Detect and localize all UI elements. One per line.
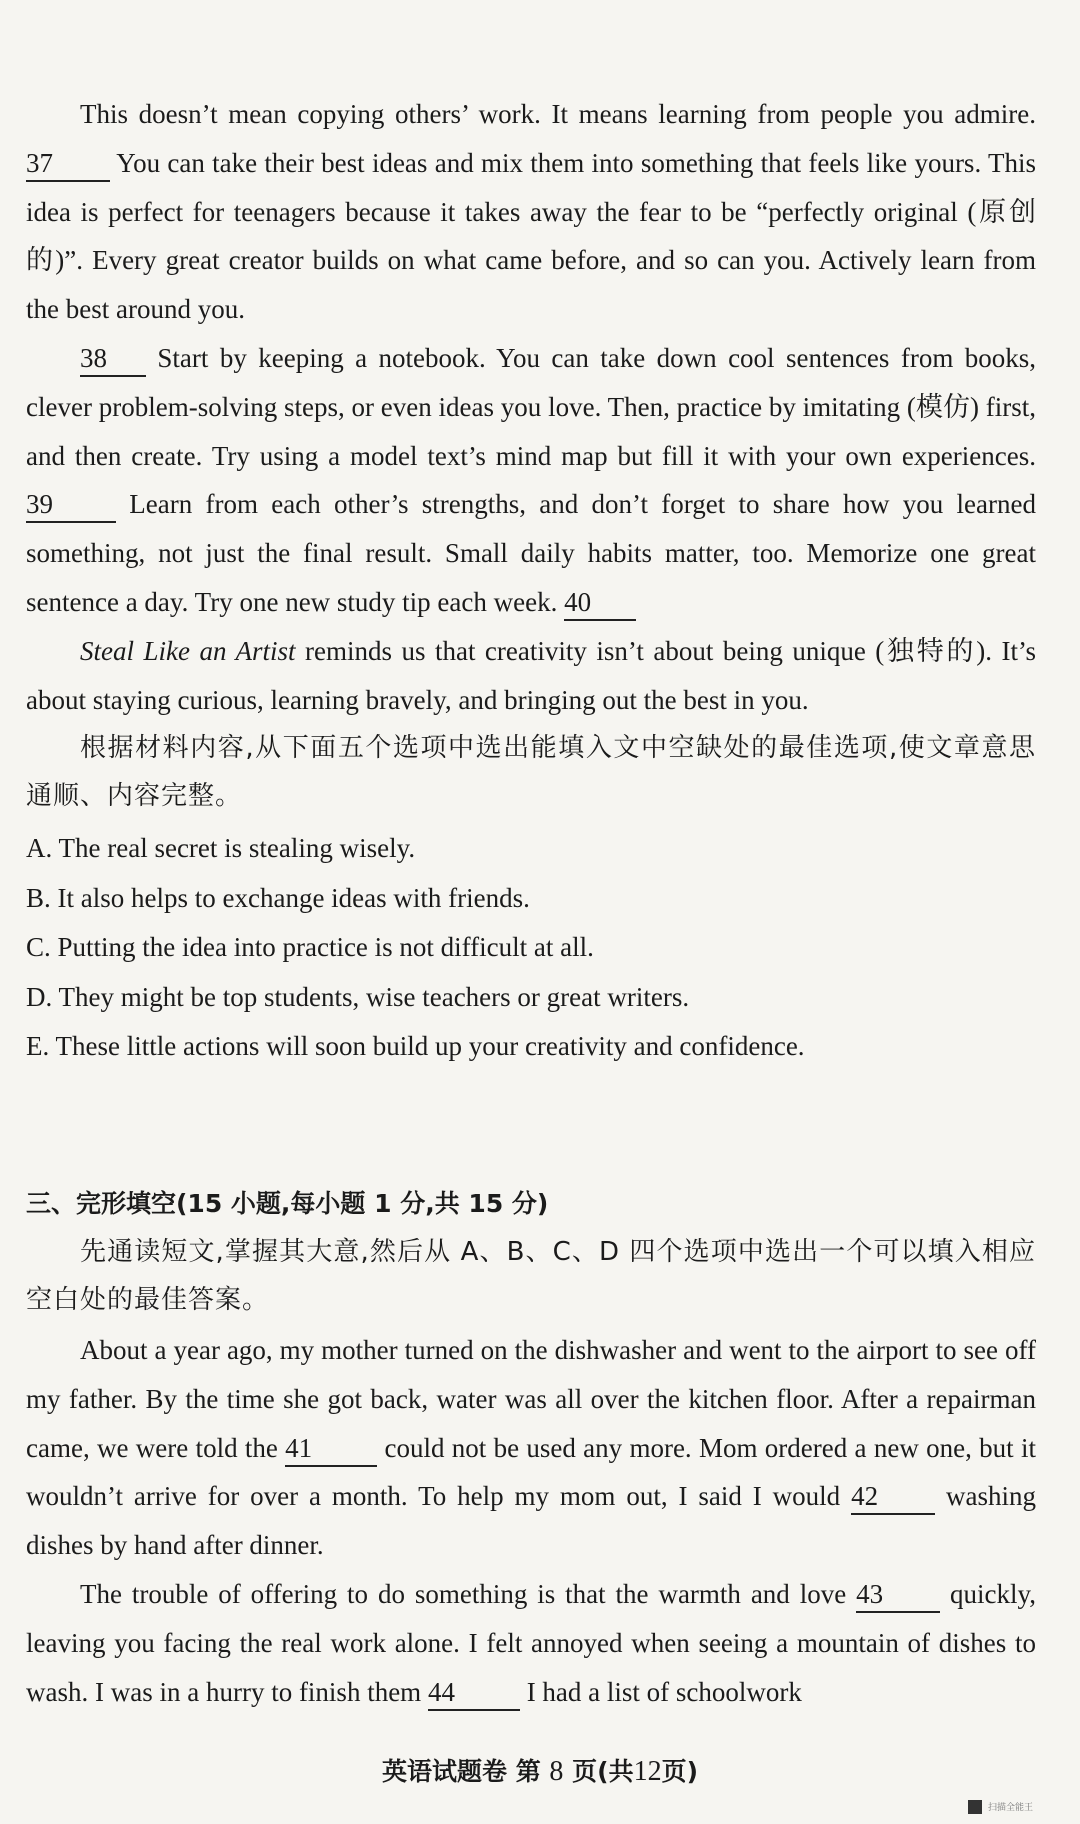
blank-44: 44 [428,1675,520,1711]
option-c: C. Putting the idea into practice is not difficult at all. [26,932,594,963]
passage-reading [26,90,1036,1072]
cloze-paragraph-1: About a year ago, my mother turned on the dishwasher and went to the airport to see off my father. By the time she got back, water was all over the kitchen floor. After a repairman came, we were told the 41 could not be used any more. Mom ordered a new one, but it wouldn’t arrive for over a month. To help my mom out, I said I would 42 washing dishes by hand after dinner. [26,1335,1036,1561]
paragraph-2: 38 Start by keeping a notebook. You can take down cool sentences from books, clever problem-solving steps, or even ideas you love. Then, practice by imitating (模仿) first, and then create. Try using a model text’s mind map but fill it with your own experiences. 39 Learn from each other’s strengths, and don’t forget to share how you learned something, not just the final result. Small daily habits matter, too. Memorize one great sentence a day. Try one new study tip each week. 40 [26,334,1036,627]
blank-40: 40 [564,585,636,621]
blank-41: 41 [285,1431,377,1467]
paragraph-1: This doesn’t mean copying others’ work. It means learning from people you admire. 37 You can take their best ideas and mix them into something that feels like yours. This idea is perfect for teenagers because it takes away the fear to be “perfectly original (原创的)”. Every great creator builds on what came before, and so can you. Actively learn from the best around you. [26,99,1036,325]
paragraph-3: Steal Like an Artist reminds us that creativity isn’t about being unique (独特的). It’s about staying curious, learning bravely, and bringing out the best in you. [26,635,1037,715]
option-a: A. The real secret is stealing wisely. [26,833,416,864]
page-total: 12 [633,1756,662,1787]
blank-42: 42 [851,1479,935,1515]
page-number: 8 [549,1756,564,1787]
book-title: Steal Like an Artist [80,635,296,666]
section-title: 三、完形填空(15 小题,每小题 1 分,共 15 分) [26,1189,549,1218]
cloze-instruction: 先通读短文,掌握其大意,然后从 A、B、C、D 四个选项中选出一个可以填入相应空白处的最佳答案。 [26,1237,1036,1315]
scanner-watermark: 扫描全能王 [988,1802,1034,1812]
qr-code-icon [968,1800,982,1814]
blank-43: 43 [856,1577,940,1613]
blank-38: 38 [80,341,146,377]
cloze-paragraph-2: The trouble of offering to do something is that the warmth and love 43 quickly, leaving you facing the real work alone. I felt annoyed when seeing a mountain of dishes to wash. I was in a hurry to finish them 44 I had a list of schoolwork [26,1570,1036,1716]
option-d: D. They might be top students, wise teachers or great writers. [26,981,690,1012]
section-cloze [26,1180,1036,1716]
blank-37: 37 [26,146,110,182]
option-b: B. It also helps to exchange ideas with friends. [26,882,530,913]
blank-39: 39 [26,487,116,523]
page-footer: 英语试题卷 第 8 页(共12页) [381,1756,699,1787]
option-e: E. These little actions will soon build up your creativity and confidence. [26,1031,805,1062]
task-instruction: 根据材料内容,从下面五个选项中选出能填入文中空缺处的最佳选项,使文章意思通顺、内容完整。 [26,733,1036,812]
options-list [26,824,1036,1072]
